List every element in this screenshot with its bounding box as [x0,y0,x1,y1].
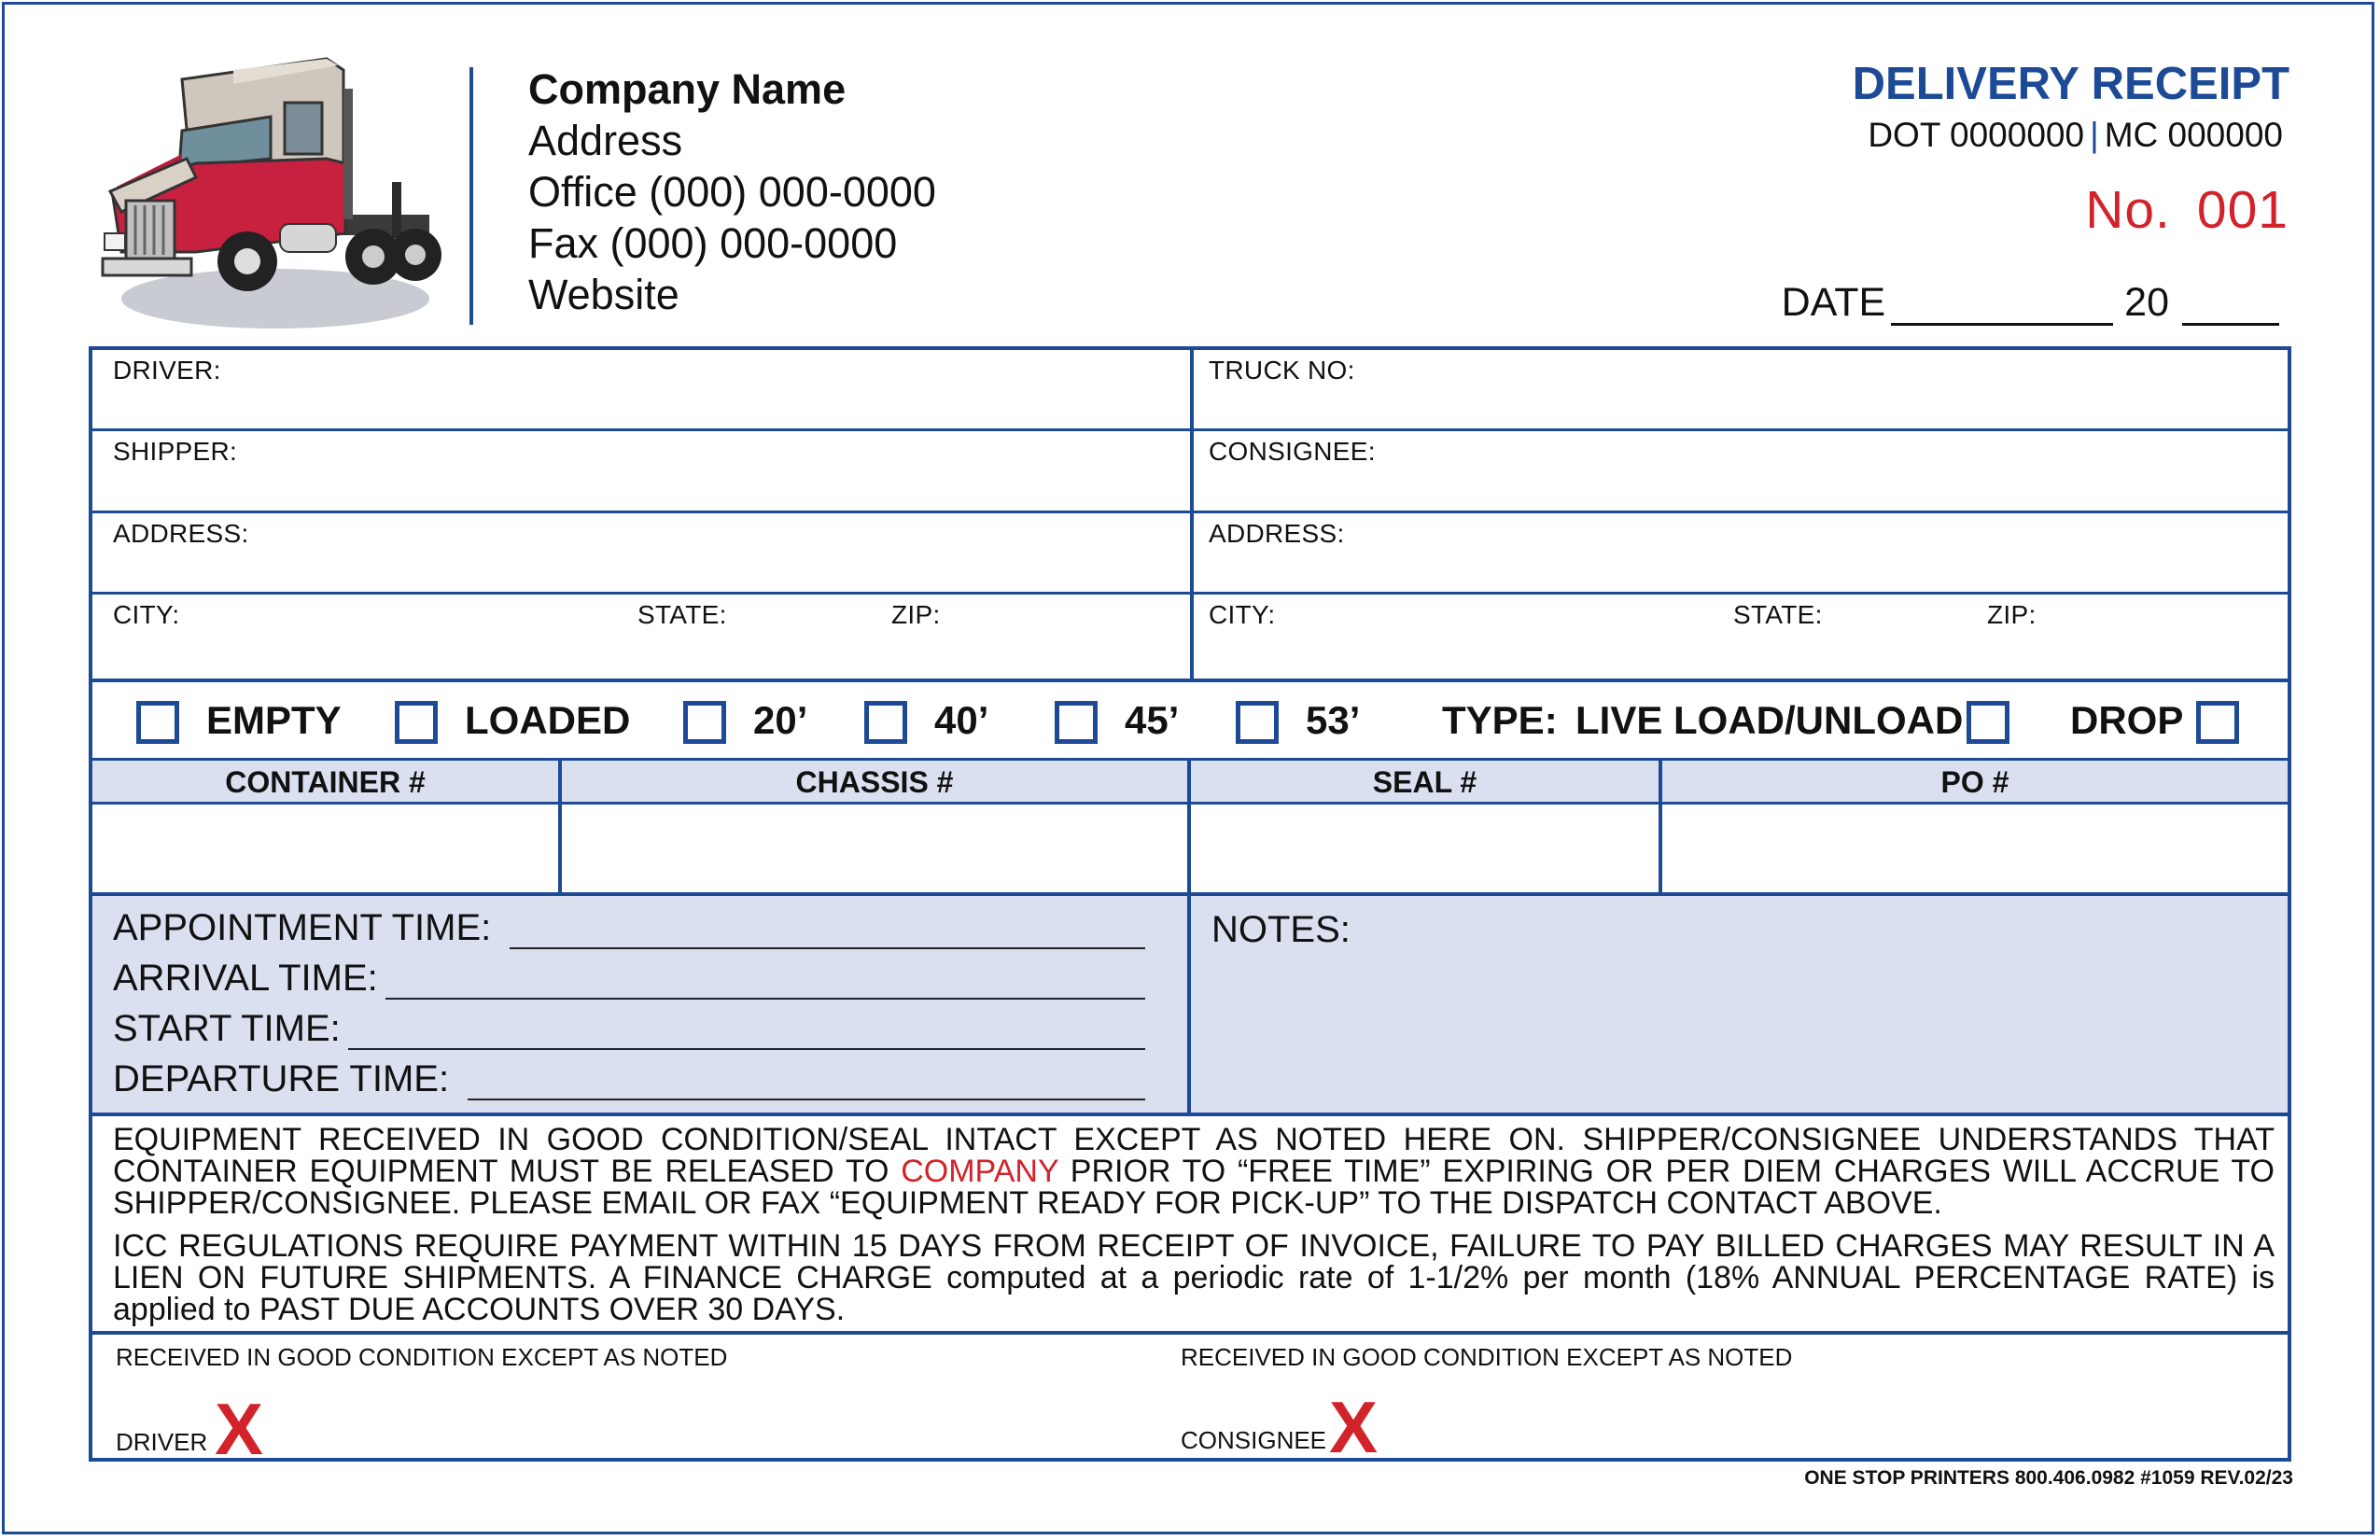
start-time-label: START TIME: [113,1008,341,1049]
empty-checkbox[interactable] [136,701,179,744]
drop-checkbox[interactable] [2196,701,2239,744]
dot-mc-line [1868,116,2283,155]
printer-footer: ONE STOP PRINTERS 800.406.0982 #1059 REV.02/23 [1804,1467,2293,1489]
size-45-label: 45’ [1125,698,1180,742]
consignee-address-field[interactable]: ADDRESS: [1209,519,1345,548]
container-input[interactable] [92,805,558,892]
notes-input[interactable] [1195,961,2282,1109]
receipt-number-label: No. [2085,180,2171,240]
size-53-checkbox[interactable] [1236,701,1279,744]
year-prefix: 20 [2124,280,2169,325]
received-right-text: RECEIVED IN GOOD CONDITION EXCEPT AS NOTED [1181,1343,1793,1371]
terms-paragraph-2: ICC REGULATIONS REQUIRE PAYMENT WITHIN 15 DAYS FROM RECEIPT OF INVOICE, FAILURE TO PAY BILLED CHARGES MAY RESULT IN A LIEN ON FUTURE SHIPMENTS. A FINANCE CHARGE computed at a periodic rate of 1-1/2% per month (18% ANNUAL PERCENTAGE RATE) is applied to PAST DUE ACCOUNTS OVER 30 DAYS. [113,1228,2275,1327]
row-divider [89,592,2291,595]
company-info [528,63,936,320]
shipper-field[interactable]: SHIPPER: [113,437,238,466]
shipper-state-field[interactable]: STATE: [637,600,727,629]
driver-signature-mark[interactable]: X [215,1388,264,1470]
driver-signature-label: DRIVER [116,1428,208,1456]
chassis-input[interactable] [562,805,1187,892]
loaded-checkbox[interactable] [395,701,438,744]
shipper-city-field[interactable]: CITY: [113,600,180,629]
times-notes-divider [1187,894,1191,1114]
row-divider [89,679,2291,682]
consignee-state-field[interactable]: STATE: [1733,600,1823,629]
consignee-signature-mark[interactable]: X [1329,1386,1379,1468]
consignee-zip-field[interactable]: ZIP: [1987,600,2037,629]
received-left-text: RECEIVED IN GOOD CONDITION EXCEPT AS NOTED [116,1343,728,1371]
chassis-header: CHASSIS # [795,765,954,799]
mc-number: MC 000000 [2104,116,2283,154]
field-grid-divider [1190,346,1194,680]
receipt-number [2085,179,2289,241]
terms-text: PRIOR TO “FREE TIME” EXPIRING OR PER DIEM CHARGES WILL ACCRUE TO SHIPPER/CONSIGNEE. PLEASE EMAIL OR FAX “EQUIPMENT READY FOR PICK-UP” TO THE DISPATCH CONTACT ABOVE. [113,1154,2275,1221]
live-load-checkbox[interactable] [1967,701,2009,744]
driver-field[interactable]: DRIVER: [113,356,221,385]
document-title: DELIVERY RECEIPT [1852,59,2289,109]
company-address: Address [528,117,683,164]
departure-time-field[interactable] [113,1058,1145,1100]
size-53-label: 53’ [1306,698,1361,742]
company-office: Office (000) 000-0000 [528,168,936,216]
size-40-label: 40’ [934,698,989,742]
date-line [1782,280,2279,326]
po-header: PO # [1940,765,2009,799]
year-field[interactable] [2182,287,2279,326]
shipper-zip-field[interactable]: ZIP: [891,600,941,629]
company-highlight: COMPANY [901,1154,1059,1189]
company-website: Website [528,271,679,318]
date-label: DATE [1781,280,1886,325]
size-20-label: 20’ [753,698,808,742]
terms-text: EQUIPMENT RECEIVED IN GOOD CONDITION/SEAL INTACT EXCEPT AS NOTED HERE ON. SHIPPER/CONSIGNEE UNDERSTANDS THAT CONTAINER EQUIPMENT MUST BE RELEASED TO [113,1122,2275,1189]
row-divider [89,428,2291,431]
arrival-time-field[interactable] [113,958,1145,1000]
size-20-checkbox[interactable] [683,701,726,744]
start-time-field[interactable] [113,1008,1145,1050]
company-fax: Fax (000) 000-0000 [528,219,898,267]
consignee-signature-label: CONSIGNEE [1181,1426,1327,1454]
appointment-time-field[interactable] [113,907,1145,949]
empty-label: EMPTY [206,698,342,742]
company-name: Company Name [528,65,847,113]
seal-header: SEAL # [1372,765,1477,799]
header-divider [469,67,473,325]
arrival-time-label: ARRIVAL TIME: [113,958,378,999]
receipt-number-value: 001 [2196,180,2289,240]
shipper-address-field[interactable]: ADDRESS: [113,519,249,548]
seal-input[interactable] [1191,805,1659,892]
consignee-city-field[interactable]: CITY: [1209,600,1276,629]
notes-label: NOTES: [1211,909,1351,950]
terms-paragraph-1 [113,1124,2275,1219]
type-label: TYPE: [1442,698,1558,742]
appointment-time-label: APPOINTMENT TIME: [113,907,492,948]
row-divider [89,511,2291,513]
size-40-checkbox[interactable] [864,701,907,744]
truck-logo-icon [93,51,457,331]
live-load-label: LIVE LOAD/UNLOAD [1575,698,1964,742]
container-header: CONTAINER # [225,765,426,799]
departure-time-label: DEPARTURE TIME: [113,1058,450,1099]
loaded-label: LOADED [465,698,631,742]
date-field[interactable] [1891,287,2113,326]
consignee-field[interactable]: CONSIGNEE: [1209,437,1376,466]
size-45-checkbox[interactable] [1055,701,1098,744]
dot-separator: | [2090,116,2099,154]
truck-no-field[interactable]: TRUCK NO: [1209,356,1355,385]
po-input[interactable] [1662,805,2288,892]
row-divider [89,1113,2291,1116]
drop-label: DROP [2070,698,2184,742]
dot-number: DOT 0000000 [1868,116,2085,154]
row-divider [89,1331,2291,1335]
